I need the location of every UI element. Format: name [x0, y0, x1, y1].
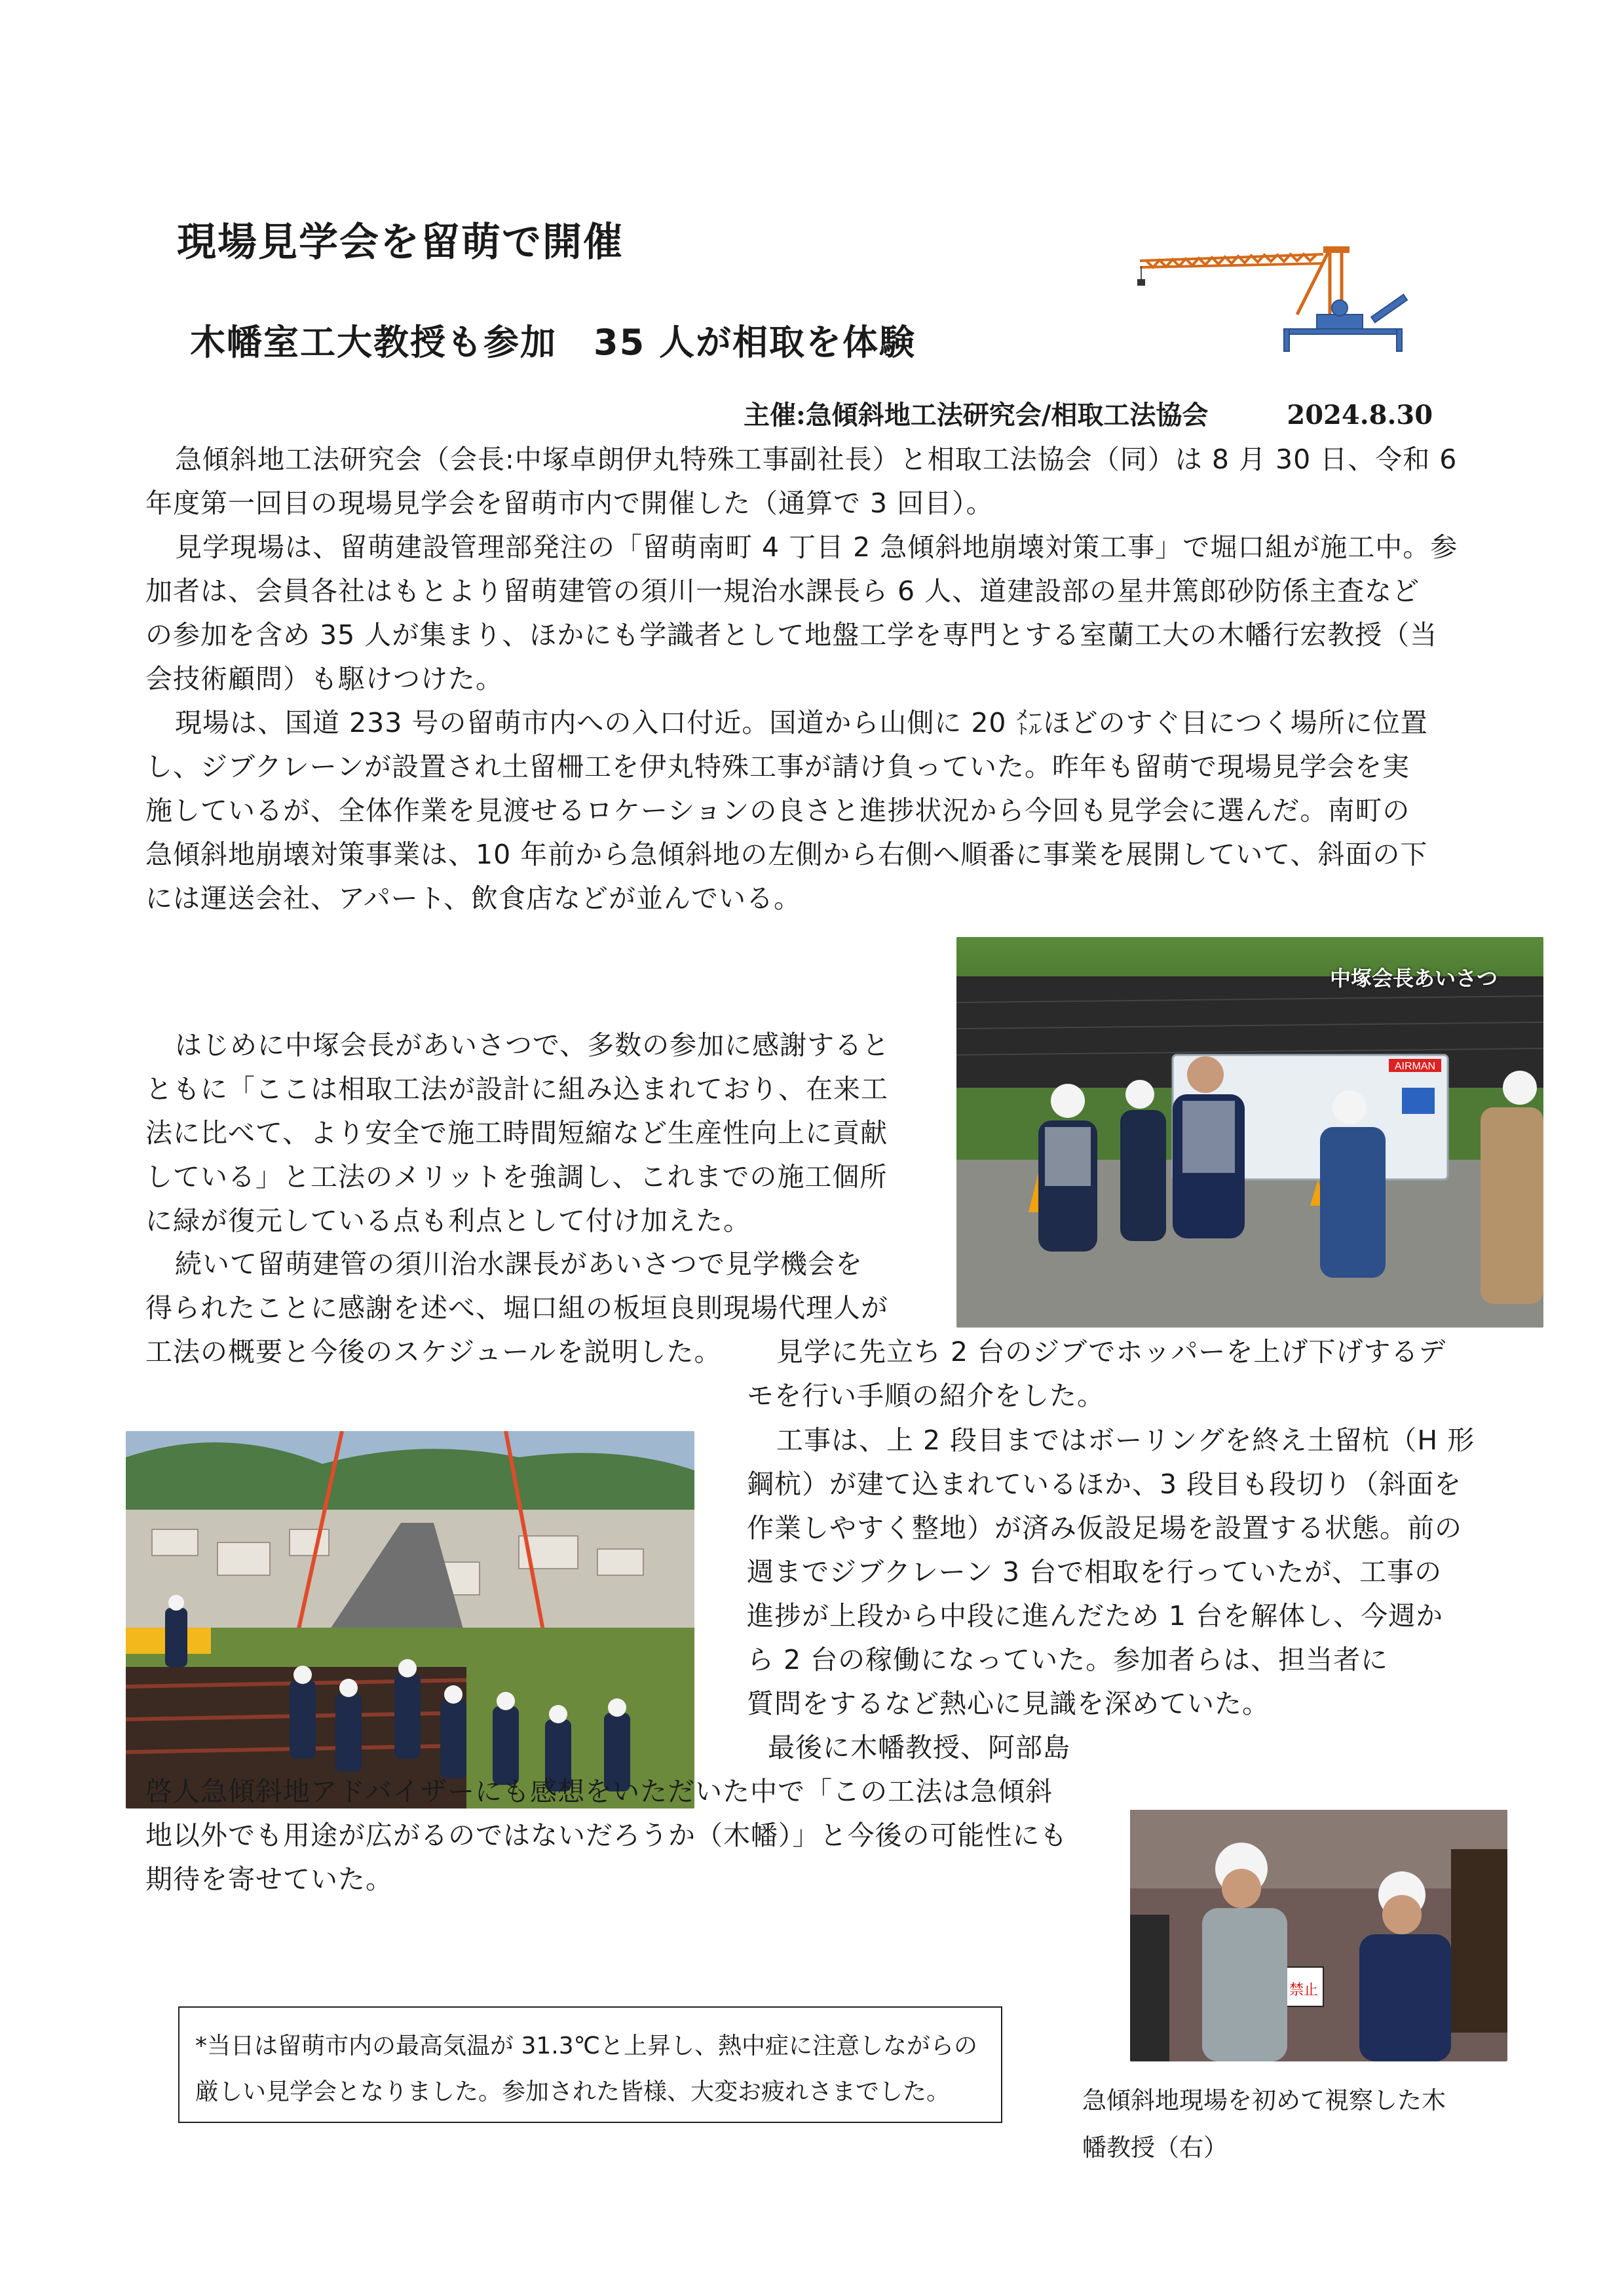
photo-professor-visit	[1130, 1810, 1507, 2061]
intro-paragraph	[145, 438, 1457, 526]
prohibition-sign-text: 禁止	[1289, 1982, 1319, 1999]
photo-caption	[1082, 2077, 1446, 2172]
text-line: 見学現場は、留萌建設管理部発注の「留萌南町 4 丁目 2 急傾斜地崩壊対策工事」で堀口組が施工中。参	[175, 531, 1458, 563]
text-line: 地以外でも用途が広がるのではないだろうか（木幡）」と今後の可能性にも	[145, 1820, 1068, 1851]
site-paragraph	[145, 526, 1458, 701]
text-line: 期待を寄せていた。	[145, 1864, 393, 1895]
generator-brand-text: AIRMAN	[1394, 1061, 1436, 1072]
event-date: 2024.8.30	[1287, 400, 1433, 430]
demo-paragraph	[747, 1330, 1446, 1418]
photo-chairman-greeting	[956, 937, 1543, 1328]
text-line: 工事は、上 2 段目まではボーリングを終え土留杭（H 形	[776, 1425, 1475, 1456]
caption-line: 急傾斜地現場を初めて視察した木	[1082, 2086, 1446, 2114]
text-line: 急傾斜地崩壊対策事業は、10 年前から急傾斜地の左側から右側へ順番に事業を展開していて、斜面の下	[145, 839, 1428, 870]
text-line: ら 2 台の稼働になっていた。参加者らは、担当者に	[747, 1644, 1389, 1675]
photo-site-overview	[126, 1431, 694, 1808]
work-paragraph	[747, 1419, 1475, 1726]
text-line: 現場は、国道 233 号の留萌市内への入口付近。国道から山側に 20 ㍍ほどのすぐ目につく場所に位置	[175, 707, 1428, 738]
photo-label: 中塚会長あいさつ	[1329, 966, 1498, 991]
text-line: 週までジブクレーン 3 台で相取を行っていたが、工事の	[747, 1556, 1443, 1588]
page-subtitle: 木幡室工大教授も参加 35 人が相取を体験	[190, 322, 916, 363]
caption-line: 幡教授（右）	[1082, 2133, 1228, 2162]
text-line: 急傾斜地工法研究会（会長:中塚卓朗伊丸特殊工事副社長）と相取工法協会（同）は 8 月 30 日、令和 6	[175, 444, 1458, 475]
text-line: している」と工法のメリットを強調し、これまでの施工個所	[145, 1161, 888, 1193]
note-line: 厳しい見学会となりました。参加された皆様、大変お疲れさまでした。	[195, 2078, 951, 2105]
text-line: の参加を含め 35 人が集まり、ほかにも学識者として地盤工学を専門とする室蘭工大の木幡行宏教授（当	[145, 619, 1438, 651]
text-line: 法に比べて、より安全で施工時間短縮など生産性向上に貢献	[145, 1117, 888, 1149]
text-line: 施しているが、全体作業を見渡せるロケーションの良さと進捗状況から今回も見学会に選んだ。南町の	[145, 795, 1410, 826]
text-line: し、ジブクレーンが設置され土留柵工を伊丸特殊工事が請け負っていた。昨年も留萌で現場見学会を実	[145, 751, 1410, 782]
greeting-paragraph	[145, 1024, 890, 1243]
text-line: はじめに中塚会長があいさつで、多数の参加に感謝すると	[175, 1029, 890, 1061]
text-line: 年度第一回目の現場見学会を留萌市内で開催した（通算で 3 回目）。	[145, 488, 994, 519]
final-paragraph	[145, 1770, 1068, 1902]
text-line: には運送会社、アパート、飲食店などが並んでいる。	[145, 883, 802, 914]
note-line: *当日は留萌市内の最高気温が 31.3℃と上昇し、熱中症に注意しながらの	[195, 2033, 978, 2059]
text-line: 作業しやすく整地）が済み仮設足場を設置する状態。前の	[747, 1512, 1462, 1544]
jib-crane-illustration	[1133, 242, 1422, 354]
text-line: 続いて留萌建管の須川治水課長があいさつで見学機会を	[175, 1248, 863, 1280]
text-line: 工法の概要と今後のスケジュールを説明した。	[145, 1336, 722, 1368]
text-line: 質問をするなど熱心に見識を深めていた。	[747, 1688, 1270, 1719]
location-paragraph	[145, 701, 1428, 921]
text-line: に緑が復元している点も利点として付け加えた。	[145, 1205, 751, 1236]
text-line: 啓人急傾斜地アドバイザーにも感想をいただいた中で「この工法は急傾斜	[145, 1776, 1053, 1807]
text-line: 進捗が上段から中段に進んだため 1 台を解体し、今週か	[747, 1600, 1444, 1632]
text-line: 鋼杭）が建て込まれているほか、3 段目も段切り（斜面を	[747, 1468, 1462, 1500]
text-line: モを行い手順の紹介をした。	[747, 1380, 1105, 1411]
page-title: 現場見学会を留萌で開催	[177, 220, 624, 265]
text-line: 見学に先立ち 2 台のジブでホッパーを上げ下げするデ	[776, 1336, 1446, 1368]
text-line: 会技術顧問）も駆けつけた。	[145, 663, 503, 695]
text-line: 得られたことに感謝を述べ、堀口組の板垣良則現場代理人が	[145, 1292, 888, 1324]
host-line	[744, 394, 1433, 432]
host-organizers: 主催:急傾斜地工法研究会/相取工法協会	[744, 400, 1209, 430]
heat-note-box	[178, 2006, 1002, 2123]
final-paragraph-start: 最後に木幡教授、阿部島	[768, 1732, 1070, 1763]
text-line: 加者は、会員各社はもとより留萌建管の須川一規治水課長ら 6 人、道建設部の星井篤郎砂防係主査など	[145, 575, 1420, 607]
text-line: ともに「ここは相取工法が設計に組み込まれており、在来工	[145, 1073, 888, 1105]
